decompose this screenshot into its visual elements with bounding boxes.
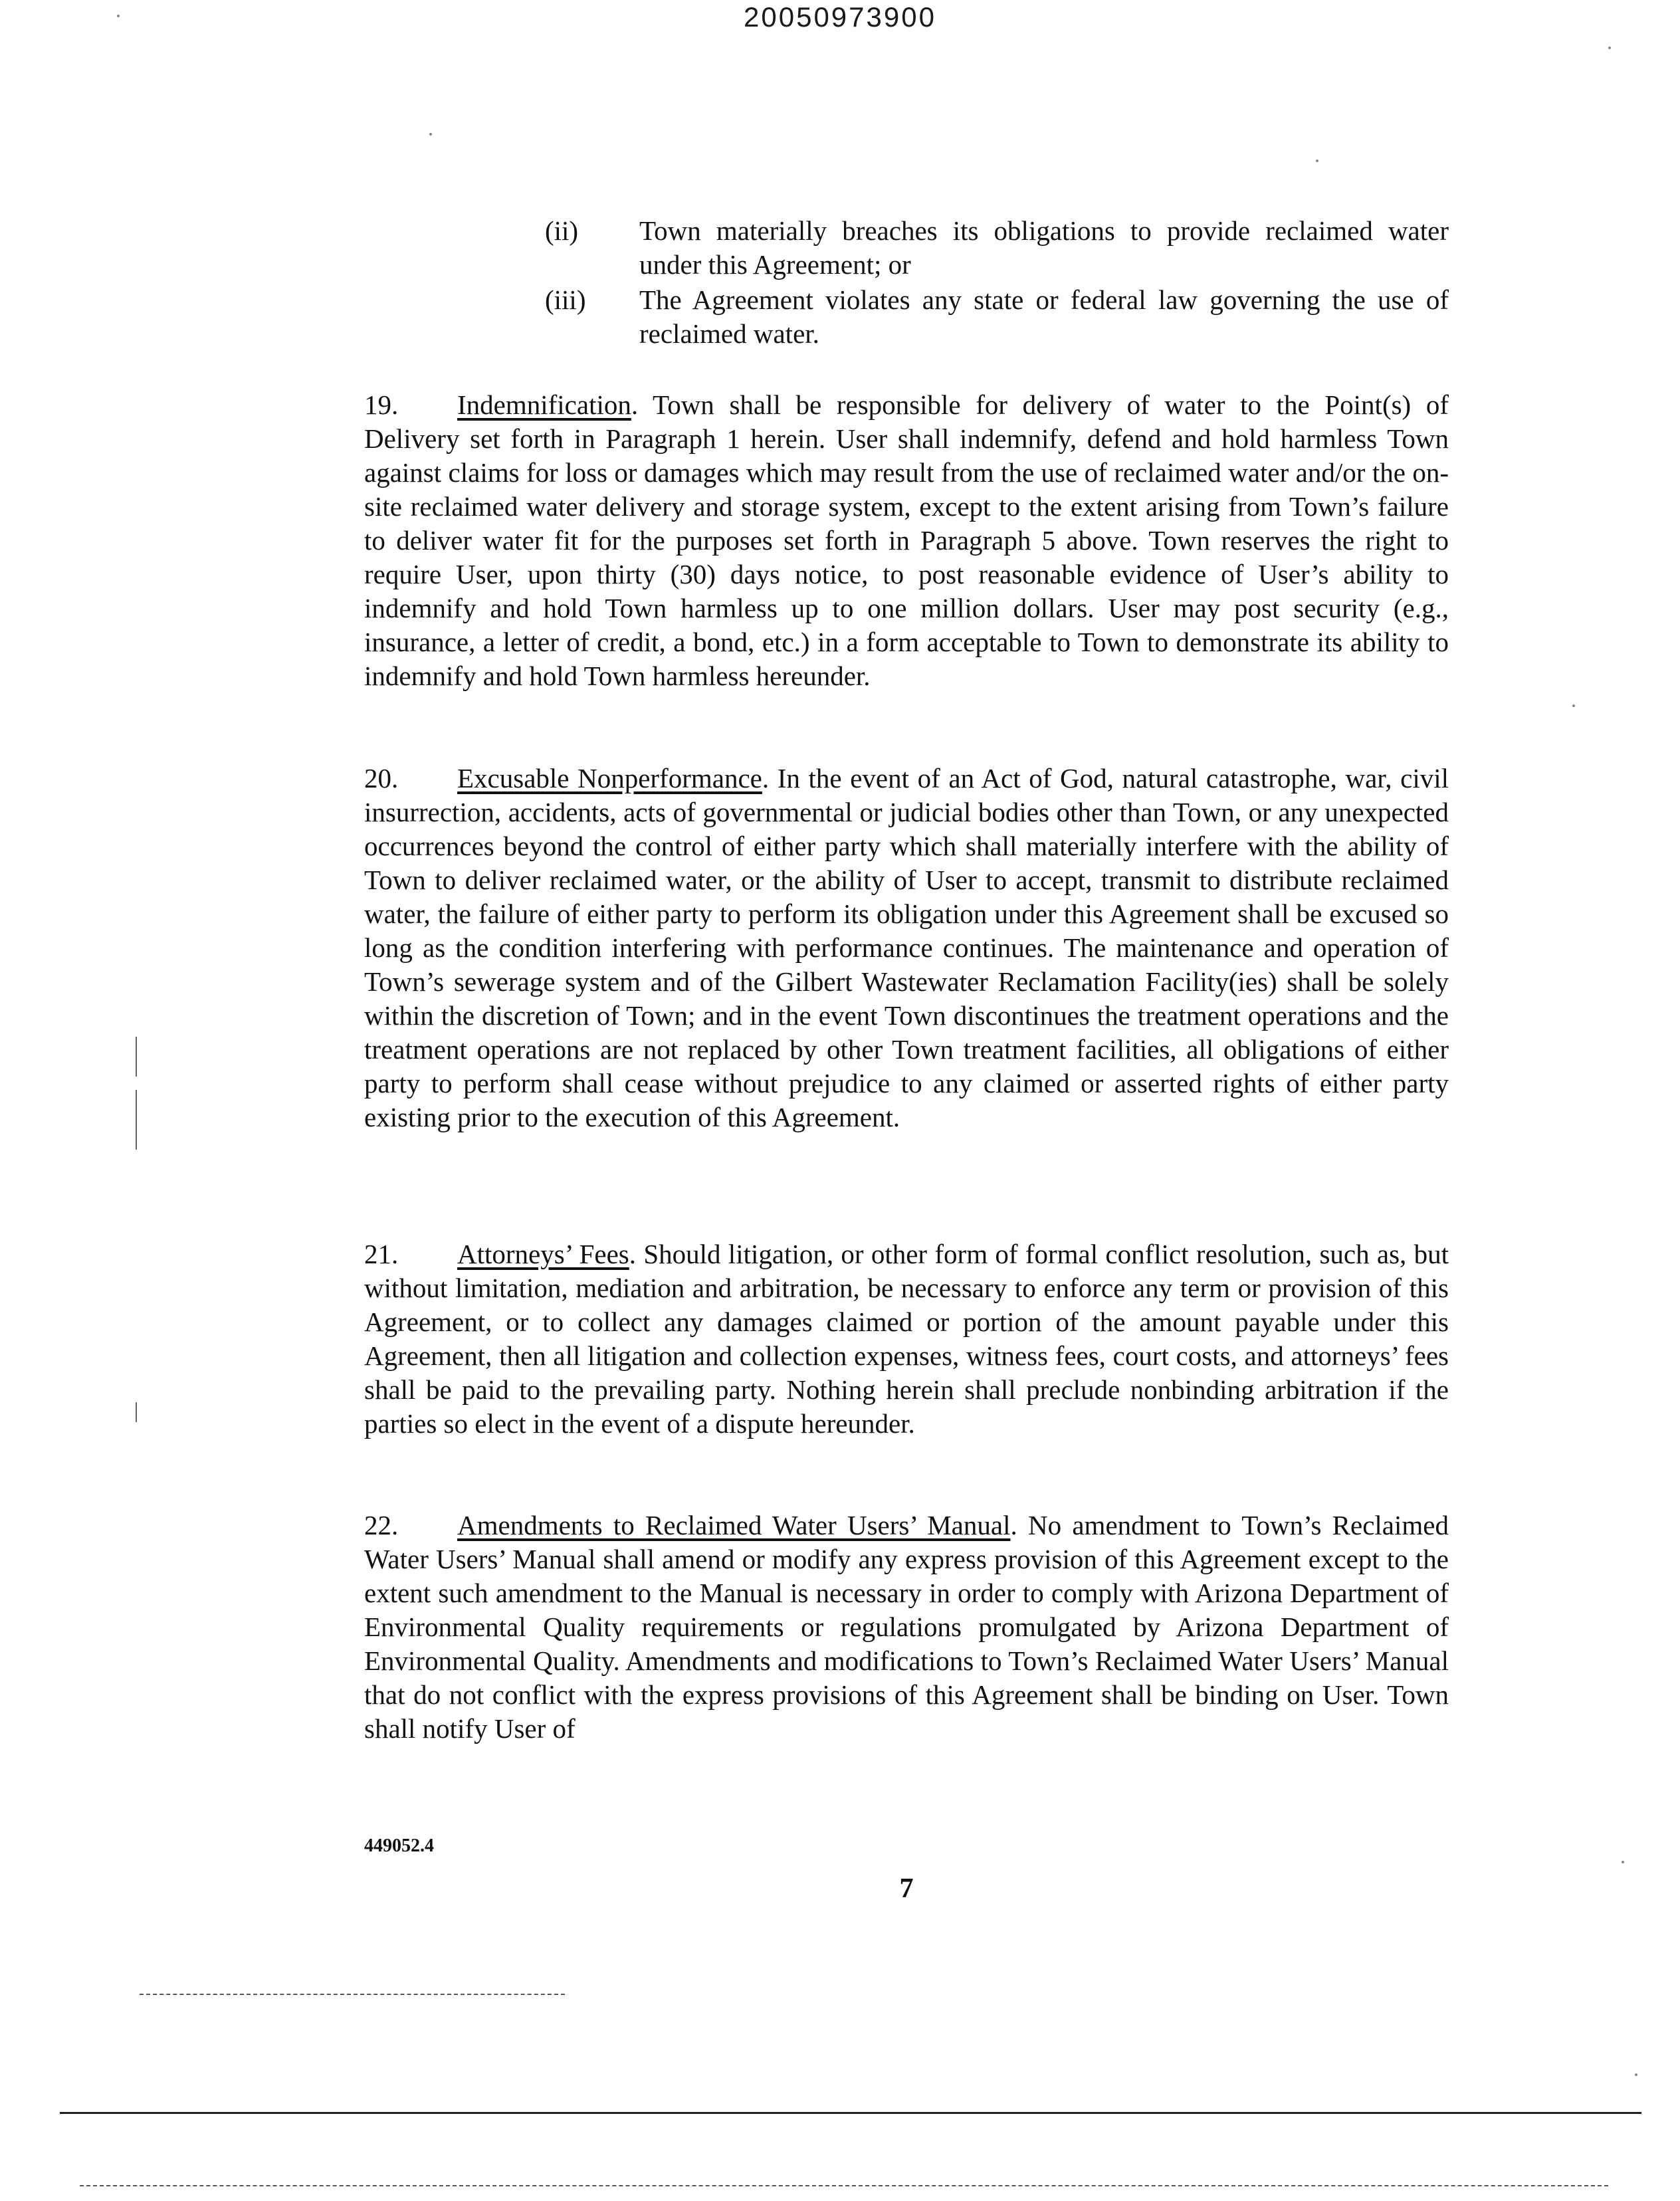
- paragraph-heading: Excusable Nonperformance: [457, 763, 762, 793]
- scan-artifact-speck: [1635, 2073, 1637, 2076]
- paragraph-number: 19.: [364, 389, 399, 420]
- scan-artifact-mark: [136, 1090, 137, 1150]
- scan-artifact-dashes: [140, 1994, 565, 1995]
- paragraph-heading: Attorneys’ Fees: [457, 1239, 629, 1269]
- paragraph-text: In the event of an Act of God, natural catastrophe, war, civil insurrection, accidents, acts of governmental or judicial bodies other than Town, or any unexpected occurrences beyond the control of either party which shall materially interfere with the ability of Town to deliver reclaimed water, or the ability of User to accept, transmit to distribute reclaimed water, the failure of either party to perform its obligation under this Agreement shall be excused so long as the condition interfering with performance continues. The maintenance and operation of Town’s sewerage system and of the Gilbert Wastewater Reclamation Facility(ies) shall be solely within the discretion of Town; and in the event Town discontinues the treatment operations and the treatment operations are not replaced by other Town treatment facilities, all obligations of either party to perform shall cease without prejudice to any claimed or asserted rights of either party existing prior to the execution of this Agreement.: [364, 763, 1449, 1132]
- document-number: 20050973900: [744, 1, 936, 33]
- paragraph-number: 20.: [364, 763, 399, 793]
- paragraph-19-indemnification: 19. Indemnification. Town shall be responsible for delivery of water to the Point(s) of Delivery set forth in Paragraph 1 herein. User shall indemnify, defend and hold harmless Town against claims for loss or damages which may result from the use of reclaimed water and/or the on-site reclaimed water delivery and storage system, except to the extent arising from Town’s failure to deliver water fit for the purposes set forth in Paragraph 5 above. Town reserves the right to require User, upon thirty (30) days notice, to post reasonable evidence of User’s ability to indemnify and hold Town harmless up to one million dollars. User may post security (e.g., insurance, a letter of credit, a bond, etc.) in a form acceptable to Town to demonstrate its ability to indemnify and hold Town harmless hereunder.: [364, 389, 1449, 691]
- scan-artifact-mark: [136, 1402, 137, 1422]
- scan-artifact-bottom-dashes: [80, 2185, 1608, 2186]
- sub-item-marker: (iii): [545, 284, 586, 315]
- scan-artifact-speck: [1608, 47, 1611, 49]
- sub-item-marker: (ii): [545, 215, 579, 246]
- paragraph-heading: Indemnification: [457, 389, 631, 420]
- paragraph-22-amendments: 22. Amendments to Reclaimed Water Users’ Manual. No amendment to Town’s Reclaimed Water Users’ Manual shall amend or modify any express provision of this Agreement except to the extent such amendment to the Manual is necessary in order to comply with Arizona Department of Environmental Quality requirements or regulations promulgated by Arizona Department of Environmental Quality. Amendments and modifications to Town’s Reclaimed Water Users’ Manual that do not conflict with the express provisions of this Agreement shall be binding on User. Town shall notify User of: [364, 1510, 1449, 1744]
- scan-artifact-speck: [429, 133, 432, 136]
- paragraph-text: Should litigation, or other form of formal conflict resolution, such as, but without limitation, mediation and arbitration, be necessary to enforce any term or provision of this Agreement, or to collect any damages claimed or portion of the amount payable under this Agreement, then all litigation and collection expenses, witness fees, court costs, and attorneys’ fees shall be paid to the prevailing party. Nothing herein shall preclude nonbinding arbitration if the parties so elect in the event of a dispute hereunder.: [364, 1239, 1449, 1439]
- paragraph-heading: Amendments to Reclaimed Water Users’ Manual: [457, 1510, 1011, 1540]
- sub-item-text: The Agreement violates any state or federal law governing the use of reclaimed water.: [639, 284, 1449, 349]
- scan-artifact-rule: [60, 2112, 1641, 2114]
- document-code: 449052.4: [364, 1835, 434, 1856]
- paragraph-text: No amendment to Town’s Reclaimed Water Users’ Manual shall amend or modify any express provision of this Agreement except to the extent such amendment to the Manual is necessary in order to comply with Arizona Department of Environmental Quality requirements or regulations promulgated by Arizona Department of Environmental Quality. Amendments and modifications to Town’s Reclaimed Water Users’ Manual that do not conflict with the express provisions of this Agreement shall be binding on User. Town shall notify User of: [364, 1510, 1449, 1744]
- sub-item-iii: [545, 283, 1449, 351]
- paragraph-number: 21.: [364, 1239, 399, 1269]
- sub-item-ii: [545, 214, 1449, 282]
- paragraph-21-attorneys-fees: 21. Attorneys’ Fees. Should litigation, or other form of formal conflict resolution, such as, but without limitation, mediation and arbitration, be necessary to enforce any term or provision of this Agreement, or to collect any damages claimed or portion of the amount payable under this Agreement, then all litigation and collection expenses, witness fees, court costs, and attorneys’ fees shall be paid to the prevailing party. Nothing herein shall preclude nonbinding arbitration if the parties so elect in the event of a dispute hereunder.: [364, 1239, 1449, 1439]
- scan-artifact-speck: [117, 15, 120, 17]
- scan-artifact-mark: [136, 1037, 137, 1077]
- paragraph-number: 22.: [364, 1510, 399, 1540]
- sub-item-text: Town materially breaches its obligations to provide reclaimed water under this Agreement; or: [639, 215, 1449, 280]
- scan-artifact-speck: [1316, 159, 1318, 162]
- scan-artifact-speck: [1572, 704, 1575, 707]
- paragraph-20-excusable-nonperformance: 20. Excusable Nonperformance. In the event of an Act of God, natural catastrophe, war, civil insurrection, accidents, acts of governmental or judicial bodies other than Town, or any unexpected occurrences beyond the control of either party which shall materially interfere with the ability of Town to deliver reclaimed water, or the ability of User to accept, transmit to distribute reclaimed water, the failure of either party to perform its obligation under this Agreement shall be excused so long as the condition interfering with performance continues. The maintenance and operation of Town’s sewerage system and of the Gilbert Wastewater Reclamation Facility(ies) shall be solely within the discretion of Town; and in the event Town discontinues the treatment operations and the treatment operations are not replaced by other Town treatment facilities, all obligations of either party to perform shall cease without prejudice to any claimed or asserted rights of either party existing prior to the execution of this Agreement.: [364, 763, 1449, 1132]
- scan-artifact-speck: [1622, 1861, 1624, 1863]
- page-number: 7: [899, 1873, 914, 1904]
- paragraph-text: Town shall be responsible for delivery of water to the Point(s) of Delivery set forth in Paragraph 1 herein. User shall indemnify, defend and hold harmless Town against claims for loss or damages which may result from the use of reclaimed water and/or the on-site reclaimed water delivery and storage system, except to the extent arising from Town’s failure to deliver water fit for the purposes set forth in Paragraph 5 above. Town reserves the right to require User, upon thirty (30) days notice, to post reasonable evidence of User’s ability to indemnify and hold Town harmless up to one million dollars. User may post security (e.g., insurance, a letter of credit, a bond, etc.) in a form acceptable to Town to demonstrate its ability to indemnify and hold Town harmless hereunder.: [364, 389, 1449, 691]
